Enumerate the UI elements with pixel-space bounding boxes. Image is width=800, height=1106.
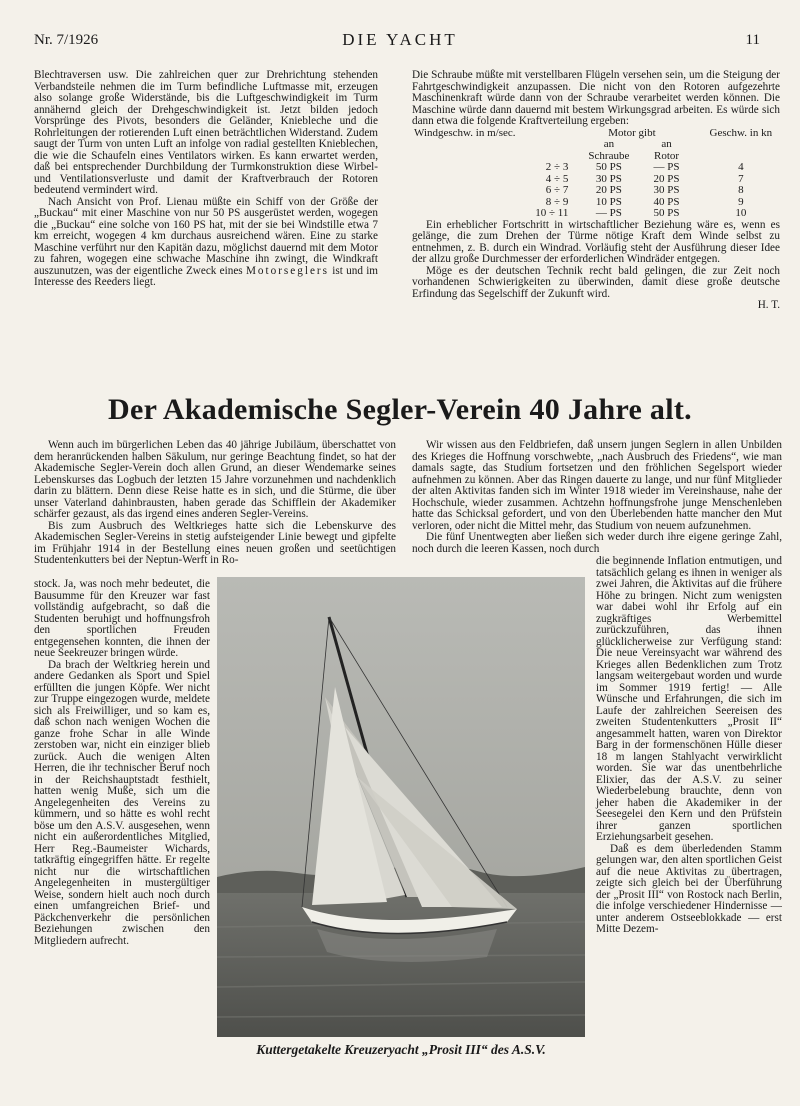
paragraph: Ein erheblicher Fortschritt in wirtschaftlicher Beziehung wäre es, wenn es gelänge, die zum Drehen der Türme nötige Kraft dem Winde selbst zu entnehmen, z. B. durch ein Windrad. Vorläufig steht der Ausführung dieser Idee der allzu große Durchmesser der erforderlichen Windräder entgegen. <box>412 218 780 265</box>
page-header <box>0 30 800 54</box>
issue-number: Nr. 7/1926 <box>34 32 99 48</box>
table-row: 10 ÷ 11 — PS 50 PS 10 <box>535 207 747 219</box>
right-column-top <box>412 440 782 555</box>
paragraph: Nach Ansicht von Prof. Lienau müßte ein Schiff von der Größe der „Buckau“ mit einer Maschine von nur 50 PS ausgerüstet werden, wogegen die „Buckau“ eine solche von 160 PS hat, mit der sie bei Windstille etwa 7 km erreicht, wogegen 4 km durchaus ausreichend wären. Eine zu starke Maschine verführt nur den Kapitän dazu, möglichst dauernd mit dem Motor zu fahren, wogegen eine schwache Maschine ihn zwingt, die Windkraft auszunutzen, was der eigentliche Zweck eines Motorseglers ist und im Interesse des Reeders liegt. <box>34 195 378 288</box>
yacht-photo <box>217 577 585 1037</box>
page-number: 11 <box>745 32 760 48</box>
paragraph: Wenn auch im bürgerlichen Leben das 40 jährige Jubiläum, überschattet von dem heranrückenden halben Säkulum, nur geringe Beachtung findet, so hat der Akademische Segler-Verein doch allen Grund, an dieser Wendemarke seines Lebenskurses das Logbuch der letzten 15 Jahre vorzunehmen und nachdenklich darin zu blättern. Denn diese Reise hatte es in sich, und die Stürme, die über unser Vaterland dahinbrausten, haben gerade das Schifflein der Akademiker schärfer gezaust, als das irgend eines anderen Segler-Vereins. <box>34 439 396 520</box>
left-column-top <box>34 440 396 567</box>
paragraph: Blechtraversen usw. Die zahlreichen quer zur Drehrichtung stehenden Verbandsteile nehmen die im Turm befindliche Luftmasse mit, erzeugen also solange große Widerstände, bis die Luftgeschwindigkeit im Turm annähernd gleich der Drehgeschwindigkeit ist. Jetzt bilden jedoch Vorsprünge des Pivots, besonders die Geländer, Kniebleche und die Rohrleitungen der rotierenden Luft einen beträchtlichen Widerstand. Zudem saugt der Turm von unten Luft an infolge von radial gestellten Knieblechen, die wie die Schaufeln eines Ventilators wirken. Es kann erwartet werden, daß bei entsprechender Durchbildung der Turmkonstruktion diese Wirbel- und Ventilationsverluste und damit der Kraftverbrauch der Rotoren bedeutend vermindert wird. <box>34 69 378 196</box>
paragraph: stock. Ja, was noch mehr bedeutet, die Bausumme für den Kreuzer war fast vollständig aufgebracht, so daß die Studenten beruhigt und hoffnungsfroh den sportlichen Freuden entgegensehen konnten, die ihnen der neue Seekreuzer bringen würde. <box>34 578 210 659</box>
table-row: 4 ÷ 5 30 PS 20 PS 7 <box>545 172 744 185</box>
top-right-column <box>412 70 780 312</box>
article-title: Der Akademische Segler-Verein 40 Jahre alt. <box>108 393 692 426</box>
paragraph: Wir wissen aus den Feldbriefen, daß unsern jungen Seglern in allen Unbilden des Krieges die Hoffnung vorschwebte, „nach Ausbruch des Friedens“, wie man damals sagte, das Studium fortsetzen und den fröhlichen Segelsport wieder aufnehmen zu können. Aber das Ringen dauerte zu lange, und nur fünf Mitglieder der alten Aktivitas fanden sich im Winter 1918 wieder im Vereinshause, nahe der Hochschule, wieder zusammen. Achtzehn hoffnungsfrohe junge Menschenleben hatte das Schicksal gefordert, und von den Überlebenden hatte mancher den Mut verloren, oder nicht die Mittel mehr, das Studium von neuem aufzunehmen. <box>412 439 782 532</box>
photo-caption: Kuttergetakelte Kreuzeryacht „Prosit III“ des A.S.V. <box>256 1042 546 1057</box>
power-table <box>412 128 792 220</box>
paragraph: die beginnende Inflation entmutigen, und tatsächlich gelang es ihnen in weniger als zwei Jahren, die Aktivitas auf die frühere Höhe zu bringen. Nicht zum wenigsten war dabei wohl ihr Erfolg auf ein zugkräftiges Werbemittel zurückzuführen, das ihnen glücklicherweise zur Verfügung stand: Die neue Vereinsyacht war während des Krieges allen Bedenklichen zum Trotz langsam weitergebaut worden und wurde im Sommer 1919 fertig! — Alle Wünsche und Erfahrungen, die sich im Laufe der zahlreichen Seereisen des zweiten Studentenkutters „Prosit II“ angesammelt hatten, waren von Direktor Barg in der formenschönen Hülle dieser 18 m langen Stahlyacht verwirklicht worden. Sie war das unentbehrliche Elixier, das der A.S.V. zu seiner Wiederbelebung brauchte, denn von jeher haben die Akademiker in der Seesegelei den Kern und den Prüfstein ihrer ganzen sportlichen Erziehungsarbeit gesehen. <box>596 555 782 843</box>
table-row: 6 ÷ 7 20 PS 30 PS 8 <box>545 184 744 196</box>
paragraph: Bis zum Ausbruch des Weltkrieges hatte sich die Lebenskurve des Akademischen Segler-Vereins in stetig aufsteigender Linie bewegt und gipfelte im Frühjahr 1914 in der Bestellung eines neuen großen und seetüchtigen Studentenkutters bei der Neptun-Werft in Ro- <box>34 519 396 566</box>
left-column-narrow <box>34 579 210 947</box>
table-header: Motor gibt <box>608 126 656 139</box>
right-column-narrow <box>596 556 782 936</box>
paragraph: Daß es dem überledenden Stamm gelungen war, den alten sportlichen Geist auf die neue Aktivitas zu übertragen, zeigte sich gleich bei der Überführung der „Prosit III“ von Rostock nach Berlin, die infolge verschiedener Hindernisse — unter anderem Ostseeblokkade — erst Mitte Dezem- <box>596 842 782 935</box>
table-header: an <box>661 138 672 150</box>
paragraph: Die Schraube müßte mit verstellbaren Flügeln versehen sein, um die Steigung der Fahrtgeschwindigkeit anzupassen. Die nicht von den Rotoren aufgezehrte Maschinenkraft würde dann von der Schraube verarbeitet werden können. Die Maschine würde dann dauernd mit bestem Wirkungsgrad arbeiten. Es würde sich dann etwa die folgende Kraftverteilung ergeben: <box>412 69 780 127</box>
table-header: an <box>603 138 615 150</box>
table-header: Rotor <box>654 149 680 162</box>
signature: H. T. <box>757 299 780 311</box>
table-row: 2 ÷ 3 50 PS — PS 4 <box>545 161 744 173</box>
table-header: Schraube <box>588 149 630 162</box>
paragraph: Die fünf Unentwegten aber ließen sich weder durch ihre eigene geringe Zahl, noch durch die leeren Kassen, noch durch <box>412 531 782 555</box>
journal-title: DIE YACHT <box>342 30 458 49</box>
paragraph: Da brach der Weltkrieg herein und andere Gedanken als Sport und Spiel erfüllten die jungen Köpfe. Wer nicht zur Truppe eingezogen wurde, meldete sich als Freiwilliger, und so kam es, daß schon nach wenigen Wochen die ganze frohe Schar in alle Winde zerstoben war, nicht ein einziger blieb zurück. Auch die wenigen Alten Herren, die ihr technischer Beruf noch in der Reichshauptstadt festhielt, hatten wenig Muße, sich um die Angelegenheiten des Vereins zu kümmern, und so hätte es wohl recht böse um den A.S.V. ausgesehen, wenn nicht ein außerordentliches Mitglied, Herr Reg.-Baumeister Wichards, tatkräftig eingegriffen hätte. Er regelte nicht nur die wirtschaftlichen Angelegenheiten in mustergültiger Weise, sondern hielt auch noch durch einen umfangreichen Brief- und Päckchenverkehr die persönlichen Beziehungen zwischen den Mitgliedern aufrecht. <box>34 658 210 947</box>
sailing-yacht-illustration <box>217 577 585 1037</box>
table-row: 8 ÷ 9 10 PS 40 PS 9 <box>545 195 744 208</box>
top-left-column <box>34 70 378 289</box>
spaced-word: Motorseglers <box>245 264 329 277</box>
paragraph: Möge es der deutschen Technik recht bald gelingen, die zur Zeit noch vorhandenen Schwierigkeiten zu überwinden, damit diese große deutsche Erfindung das Segelschiff der Zukunft wird. <box>412 264 780 300</box>
table-header: Geschw. in kn <box>709 126 773 139</box>
table-header: Windgeschw. in m/sec. <box>414 126 516 139</box>
